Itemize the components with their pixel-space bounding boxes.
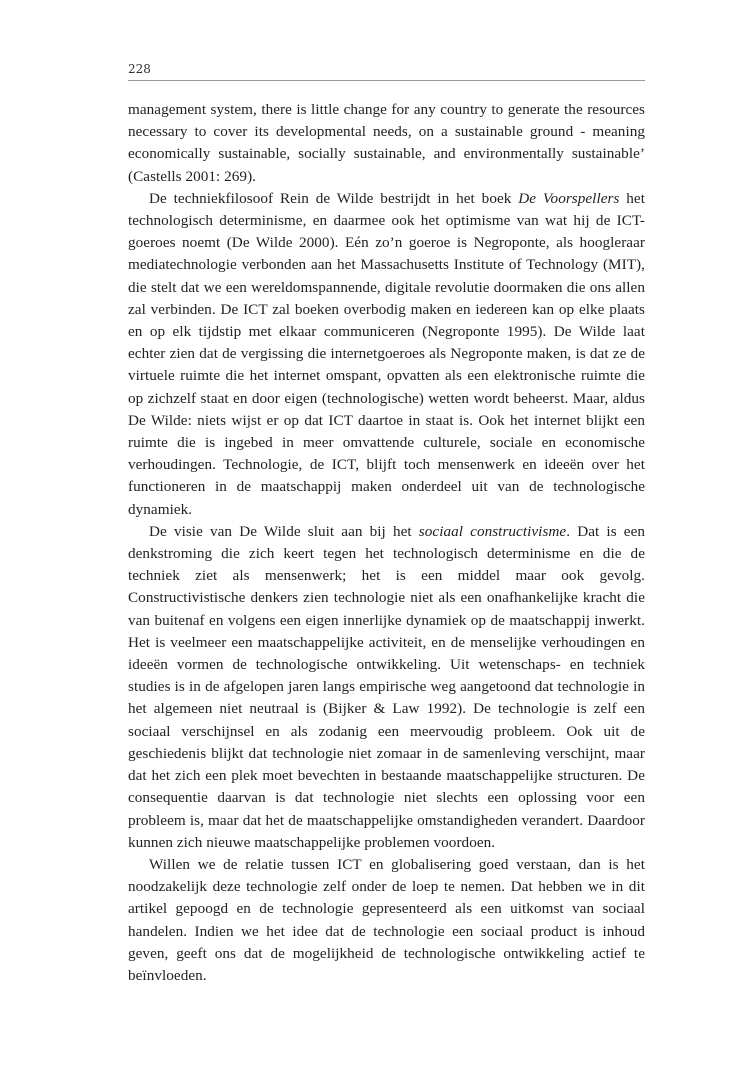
paragraph-1: management system, there is little change for any country to generate the resources necessary to cover its developmental needs, on a sustainable ground - meaning economically sustainable, socially sustainable, and environmentally sustainable’ (Castells 2001: 269). [128,101,645,185]
body-text [128,99,645,987]
paragraph-3 [128,521,645,854]
paragraph-2 [128,188,645,521]
paragraph-3-text-a: De visie van De Wilde sluit aan bij het [149,522,419,540]
paragraph-2-text-c: het technologisch determinisme, en daarmee ook het optimisme van wat hij de ICT-goeroes noemt (De Wilde 2000). Eén zo’n goeroe is Negroponte, als hoogleraar mediatechnologie verbonden aan het Massachusetts Institute of Technology (MIT), die stelt dat we een wereldomspannende, digitale revolutie doormaken die ons allen zal verbinden. De ICT zal boeken overbodig maken en iedereen kan op elke plaats en op elk tijdstip met elkaar communiceren (Negroponte 1995). De Wilde laat echter zien dat de vergissing die internetgoeroes als Negroponte maken, is dat ze de virtuele ruimte die het internet omspant, opvatten als een elektronische ruimte die op zichzelf staat en door eigen (technologische) wetten wordt beheerst. Maar, aldus De Wilde: niets wijst er op dat ICT daartoe in staat is. Ook het internet blijkt een ruimte die is ingebed in meer omvattende culturele, sociale en economische verhoudingen. Technologie, de ICT, blijft toch mensenwerk en ideeën over het functioneren in de maatschappij maken onderdeel uit van de technologische dynamiek. [128,189,645,518]
paragraph-2-text-a: De techniekfilosoof Rein de Wilde bestrijdt in het boek [149,189,519,207]
term-sociaal-constructivisme: sociaal constructivisme [418,522,567,540]
header-rule [128,80,645,81]
page-number: 228 [128,62,151,76]
book-title: De Voorspellers [518,189,620,207]
paragraph-3-text-c: . Dat is een denkstroming die zich keert tegen het technologisch determinisme en die de techniek ziet als mensenwerk; het is een middel maar ook gevolg. Constructivistische denkers zien technologie niet als een onafhankelijke kracht die van buitenaf en volgens een eigen innerlijke dynamiek op de maatschappij inwerkt. Het is veelmeer een maatschappelijke activiteit, en de menselijke verhoudingen en ideeën vormen de technologische ontwikkeling. Uit wetenschaps- en techniek studies is in de afgelopen jaren langs empirische weg aangetoond dat technologie in het algemeen niet neutraal is (Bijker & Law 1992). De technologie is zelf een sociaal verschijnsel en als zodanig een meervoudig probleem. Ook uit de geschiedenis blijkt dat technologie niet zomaar in de samenleving verschijnt, maar dat het zich een plek moet bevechten in bestaande maatschappelijke structuren. De consequentie daarvan is dat technologie niet slechts een oplossing voor een probleem is, maar dat het de maatschappelijke omstandigheden verandert. Daardoor kunnen zich nieuwe maatschappelijke problemen voordoen. [128,522,646,851]
paragraph-4: Willen we de relatie tussen ICT en globalisering goed verstaan, dan is het noodzakelijk deze technologie zelf onder de loep te nemen. Dat hebben we in dit artikel gepoogd en de technologie gepresenteerd als een uitkomst van sociaal handelen. Indien we het idee dat de technologie een sociaal product is inhoud geven, geeft ons dat de mogelijkheid de technologische ontwikkeling actief te beïnvloeden. [128,855,645,984]
